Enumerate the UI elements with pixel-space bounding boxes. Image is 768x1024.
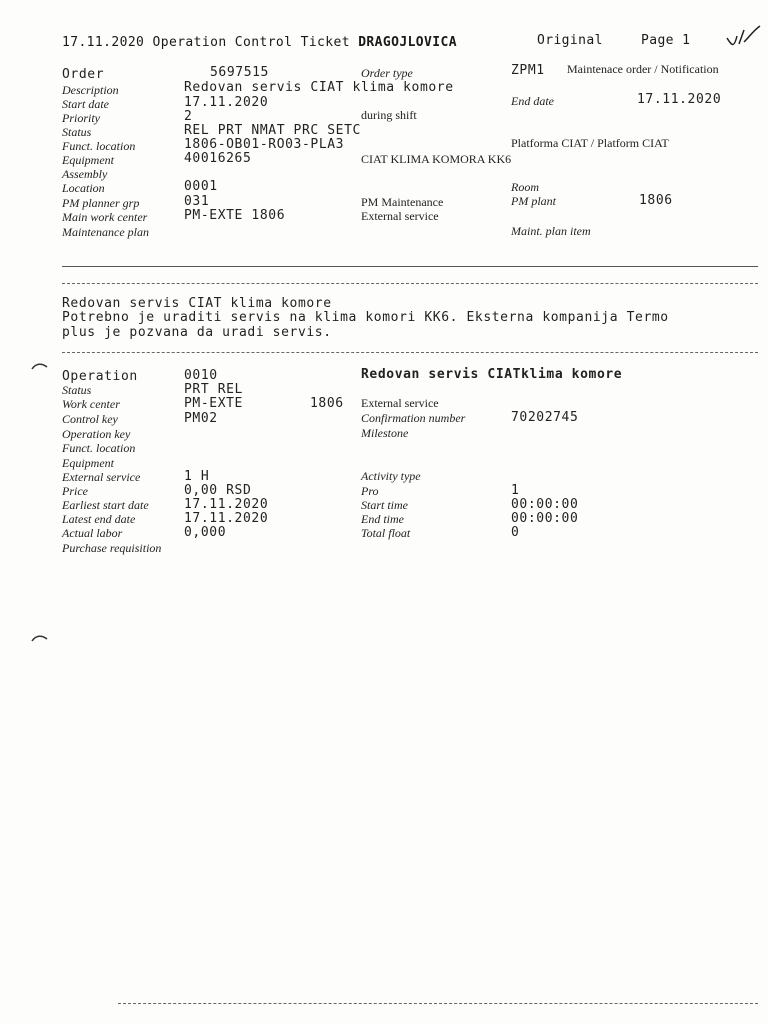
order-type-value: ZPM1 — [511, 63, 545, 78]
page-number: Page 1 — [641, 33, 691, 48]
pm-planner-desc: PM Maintenance — [361, 195, 444, 209]
order-type-desc: Maintenace order / Notification — [567, 62, 719, 76]
long-text-line-1: Redovan servis CIAT klima komore — [62, 296, 332, 311]
print-date: 17.11.2020 — [62, 35, 145, 50]
priority-desc: during shift — [361, 108, 417, 122]
pm-plant-value: 1806 — [639, 193, 673, 208]
start-date-label: Start date — [62, 97, 109, 111]
description-label: Description — [62, 83, 119, 97]
order-type-label: Order type — [361, 66, 413, 80]
main-work-center-value: PM-EXTE 1806 — [184, 208, 286, 223]
main-work-center-label: Main work center — [62, 210, 148, 224]
op-confirmation-value: 70202745 — [511, 410, 579, 425]
location-value: 0001 — [184, 179, 218, 194]
op-work-center-label: Work center — [62, 397, 120, 411]
op-latest-end-label: Latest end date — [62, 512, 136, 526]
op-latest-end-value: 17.11.2020 — [184, 511, 269, 526]
op-purchase-req-label: Purchase requisition — [62, 541, 162, 555]
op-external-service-label: External service — [62, 470, 141, 484]
pm-planner-value: 031 — [184, 194, 210, 209]
document-title: Operation Control Ticket — [152, 35, 350, 50]
op-work-center-plant: 1806 — [310, 396, 344, 411]
copy-label: Original — [537, 33, 603, 48]
op-external-service-value: 1 H — [184, 469, 210, 484]
operation-label: Operation — [62, 369, 138, 384]
long-text-line-3: plus je pozvana da uradi servis. — [62, 325, 332, 340]
op-start-time-value: 00:00:00 — [511, 497, 579, 512]
funct-location-desc: Platforma CIAT / Platform CIAT — [511, 136, 669, 150]
pm-plant-label: PM plant — [511, 194, 556, 208]
scan-mark-icon — [30, 632, 50, 646]
room-label: Room — [511, 180, 539, 194]
op-work-center-value: PM-EXTE — [184, 396, 243, 411]
pm-planner-label: PM planner grp — [62, 196, 140, 210]
op-title: Redovan servis CIATklima komore — [361, 367, 623, 382]
end-date-value: 17.11.2020 — [637, 92, 722, 107]
order-number: 5697515 — [210, 65, 269, 80]
op-actual-labor-label: Actual labor — [62, 526, 123, 540]
op-total-float-label: Total float — [361, 526, 411, 540]
scan-mark-icon — [30, 360, 50, 374]
op-status-label: Status — [62, 383, 92, 397]
location-label: Location — [62, 181, 105, 195]
divider-1 — [62, 266, 758, 267]
op-work-center-desc: External service — [361, 396, 439, 410]
footer-divider — [118, 1003, 758, 1004]
op-control-key-value: PM02 — [184, 411, 218, 426]
op-start-time-label: Start time — [361, 498, 408, 512]
op-status-value: PRT REL — [184, 382, 243, 397]
op-price-value: 0,00 RSD — [184, 483, 252, 498]
description-value: Redovan servis CIAT klima komore — [184, 80, 454, 95]
op-operation-key-label: Operation key — [62, 427, 131, 441]
op-total-float-value: 0 — [511, 525, 520, 540]
op-milestone-label: Milestone — [361, 426, 409, 440]
user-name: DRAGOJLOVICA — [358, 35, 457, 50]
op-earliest-start-value: 17.11.2020 — [184, 497, 269, 512]
op-actual-labor-value: 0,000 — [184, 525, 227, 540]
op-end-time-label: End time — [361, 512, 404, 526]
equipment-label: Equipment — [62, 153, 114, 167]
main-work-center-desc: External service — [361, 209, 439, 223]
op-confirmation-label: Confirmation number — [361, 411, 466, 425]
equipment-desc: CIAT KLIMA KOMORA KK6 — [361, 152, 512, 166]
assembly-label: Assembly — [62, 167, 108, 181]
status-label: Status — [62, 125, 92, 139]
order-label: Order — [62, 67, 105, 82]
divider-3 — [62, 352, 758, 353]
maintenance-plan-label: Maintenance plan — [62, 225, 149, 239]
end-date-label: End date — [511, 94, 554, 108]
funct-location-label: Funct. location — [62, 139, 136, 153]
op-pro-label: Pro — [361, 484, 379, 498]
op-earliest-start-label: Earliest start date — [62, 498, 149, 512]
funct-location-value: 1806-OB01-RO03-PLA3 — [184, 137, 345, 152]
status-value: REL PRT NMAT PRC SETC — [184, 123, 361, 138]
op-end-time-value: 00:00:00 — [511, 511, 579, 526]
handwritten-checkmark-icon — [724, 22, 764, 52]
header-bar — [62, 35, 457, 50]
op-price-label: Price — [62, 484, 88, 498]
long-text-line-2: Potrebno je uraditi servis na klima komori KK6. Eksterna kompanija Termo — [62, 310, 669, 325]
op-pro-value: 1 — [511, 483, 520, 498]
op-equipment-label: Equipment — [62, 456, 114, 470]
equipment-value: 40016265 — [184, 151, 252, 166]
start-date-value: 17.11.2020 — [184, 95, 269, 110]
divider-2 — [62, 283, 758, 284]
op-operation-value: 0010 — [184, 368, 218, 383]
op-activity-type-label: Activity type — [361, 469, 421, 483]
priority-label: Priority — [62, 111, 100, 125]
priority-value: 2 — [184, 109, 193, 124]
op-funct-location-label: Funct. location — [62, 441, 136, 455]
op-control-key-label: Control key — [62, 412, 118, 426]
maint-plan-item-label: Maint. plan item — [511, 224, 591, 238]
